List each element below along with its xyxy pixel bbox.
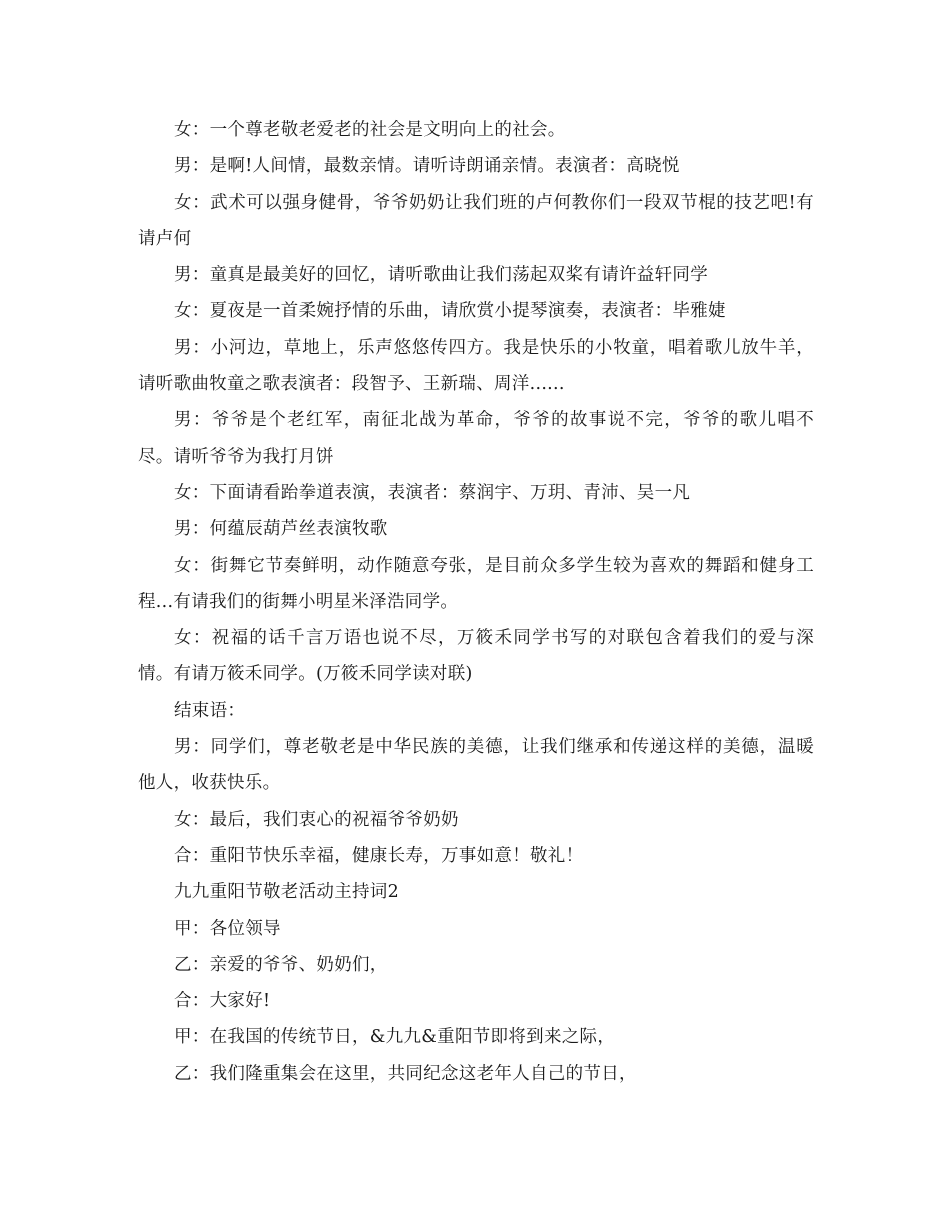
paragraph: 男：爷爷是个老红军，南征北战为革命，爷爷的故事说不完，爷爷的歌儿唱不尽。请听爷爷为我打月饼: [138, 410, 814, 467]
paragraph: 男：同学们，尊老敬老是中华民族的美德，让我们继承和传递这样的美德，温暖他人，收获快乐。: [138, 737, 814, 794]
paragraph: 女：一个尊老敬老爱老的社会是文明向上的社会。: [174, 120, 566, 140]
section-heading: 九九重阳节敬老活动主持词2: [174, 882, 400, 903]
paragraph: 合：重阳节快乐幸福，健康长寿，万事如意！敬礼！: [174, 845, 584, 866]
paragraph: 女：最后，我们衷心的祝福爷爷奶奶: [174, 809, 459, 830]
paragraph: 男：是啊!人间情，最数亲情。请听诗朗诵亲情。表演者：高晓悦: [174, 156, 680, 177]
paragraph: 乙：我们隆重集会在这里，共同纪念这老年人自己的节日，: [174, 1063, 637, 1084]
paragraph: 合：大家好!: [174, 991, 271, 1012]
paragraph: 男：何蕴辰葫芦丝表演牧歌: [174, 519, 388, 540]
paragraph: 女：武术可以强身健骨，爷爷奶奶让我们班的卢何教你们一段双节棍的技艺吧!有请卢何: [138, 192, 814, 249]
paragraph: 女：夏夜是一首柔婉抒情的乐曲，请欣赏小提琴演奏，表演者：毕雅婕: [174, 301, 726, 322]
paragraph: 乙：亲爱的爷爷、奶奶们，: [174, 954, 388, 975]
section-label: 结束语：: [174, 700, 246, 721]
paragraph: 甲：在我国的传统节日，&九九&重阳节即将到来之际，: [174, 1027, 616, 1048]
paragraph: 男：童真是最美好的回忆，请听歌曲让我们荡起双桨有请许益轩同学: [174, 265, 708, 286]
paragraph: 女：下面请看跆拳道表演，表演者：蔡润宇、万玥、青沛、吴一凡: [174, 482, 691, 503]
paragraph: 男：小河边，草地上，乐声悠悠传四方。我是快乐的小牧童，唱着歌儿放牛羊，请听歌曲牧童之歌表演者：段智予、王新瑞、周洋......: [138, 337, 814, 395]
paragraph: 女：祝福的话千言万语也说不尽，万筱禾同学书写的对联包含着我们的爱与深情。有请万筱禾同学。(万筱禾同学读对联): [138, 628, 814, 685]
document-body: [138, 112, 814, 1092]
paragraph: 女：街舞它节奏鲜明，动作随意夸张，是目前众多学生较为喜欢的舞蹈和健身工程...有请我们的街舞小明星米泽浩同学。: [138, 555, 814, 612]
paragraph: 甲：各位领导: [174, 918, 281, 939]
